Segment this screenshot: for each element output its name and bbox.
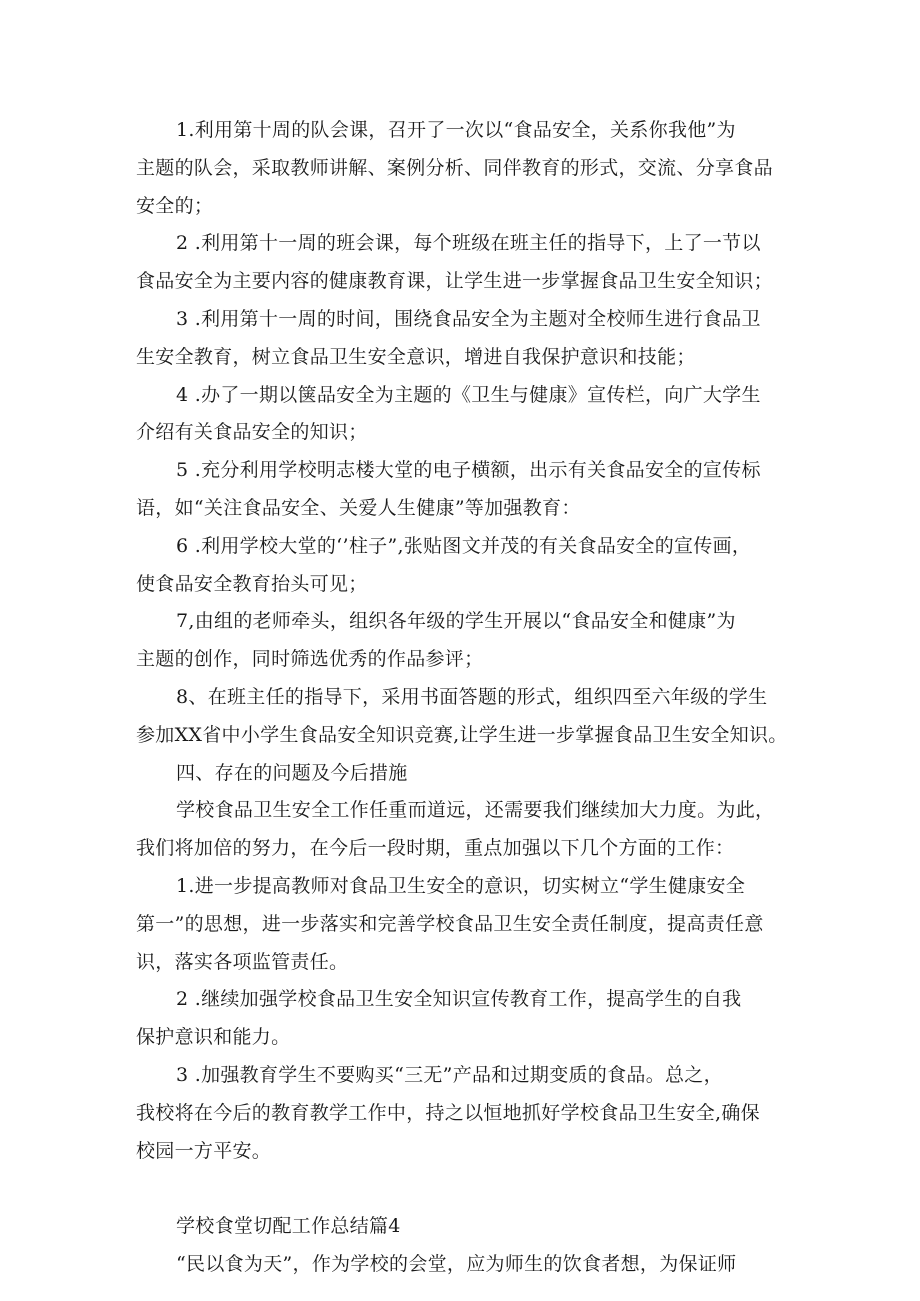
- section-heading: 四、存在的问题及今后措施: [176, 761, 408, 784]
- text-line: 参加XX省中小学生食品安全知识竞赛,让学生进一步掌握食品卫生安全知识。: [136, 723, 788, 746]
- text-line: 保护意识和能力。: [136, 1026, 291, 1049]
- text-line: 第一”的思想，进一步落实和完善学校食品卫生安全责任制度，提高责任意: [136, 912, 764, 935]
- text-line: 介绍有关食品安全的知识；: [136, 421, 368, 444]
- text-line: 4 .办了一期以箧品安全为主题的《卫生与健康》宣传栏，向广大学生: [176, 383, 761, 406]
- text-line: 8、在班主任的指导下，采用书面答题的形式，组织四至六年级的学生: [176, 685, 768, 708]
- text-line: 食品安全为主要内容的健康教育课，让学生进一步掌握食品卫生安全知识；: [136, 270, 773, 293]
- text-line: 学校食品卫生安全工作任重而道远，还需要我们继续加大力度。为此，: [176, 799, 775, 822]
- text-line: 1.利用第十周的队会课，召开了一次以“食品安全，关系你我他”为: [176, 119, 736, 141]
- text-line: 7,由组的老师牵头，组织各年级的学生开展以“食品安全和健康”为: [176, 610, 736, 633]
- text-line: “民以食为天”，作为学校的会堂，应为师生的饮食者想，为保证师: [176, 1253, 737, 1276]
- article-title: 学校食堂切配工作总结篇4: [176, 1215, 401, 1238]
- text-line: 识，落实各项监管责任。: [136, 950, 349, 973]
- text-line: 使食品安全教育抬头可见；: [136, 572, 368, 595]
- text-line: 语，如“关注食品安全、关爱人生健康”等加强教育：: [136, 496, 581, 519]
- text-line: 6 .利用学校大堂的‘’柱子”,张贴图文并茂的有关食品安全的宣传画，: [176, 534, 752, 557]
- text-line: 校园一方平安。: [136, 1139, 272, 1162]
- text-line: 主题的队会，采取教师讲解、案例分析、同伴教育的形式，交流、分享食品: [136, 156, 773, 179]
- text-line: 3 .加强教育学生不要购买“三无”产品和过期变质的食品。总之，: [176, 1063, 723, 1086]
- blank-spacer: [136, 1170, 796, 1208]
- text-line: 主题的创作，同时筛选优秀的作品参评；: [136, 648, 484, 671]
- text-line: 3 .利用第十一周的时间，围绕食品安全为主题对全校师生进行食品卫: [176, 307, 761, 330]
- text-line: 2 .利用第十一周的班会课，每个班级在班主任的指导下，上了一节以: [176, 232, 761, 255]
- text-line: 5 .充分利用学校明志楼大堂的电子横额，出示有关食品安全的宣传标: [176, 459, 761, 482]
- text-line: 1.进一步提高教师对食品卫生安全的意识，切实树立“学生健康安全: [176, 874, 746, 897]
- text-line: 我们将加倍的努力，在今后一段时期，重点加强以下几个方面的工作：: [136, 837, 735, 860]
- text-line: 我校将在今后的教育教学工作中，持之以恒地抓好学校食品卫生安全,确保: [136, 1101, 760, 1124]
- document-body: [136, 112, 796, 1284]
- text-line: 2 .继续加强学校食品卫生安全知识宣传教育工作，提高学生的自我: [176, 988, 742, 1011]
- text-line: 安全的；: [136, 194, 214, 217]
- text-line: 生安全教育，树立食品卫生安全意识，增进自我保护意识和技能；: [136, 345, 696, 368]
